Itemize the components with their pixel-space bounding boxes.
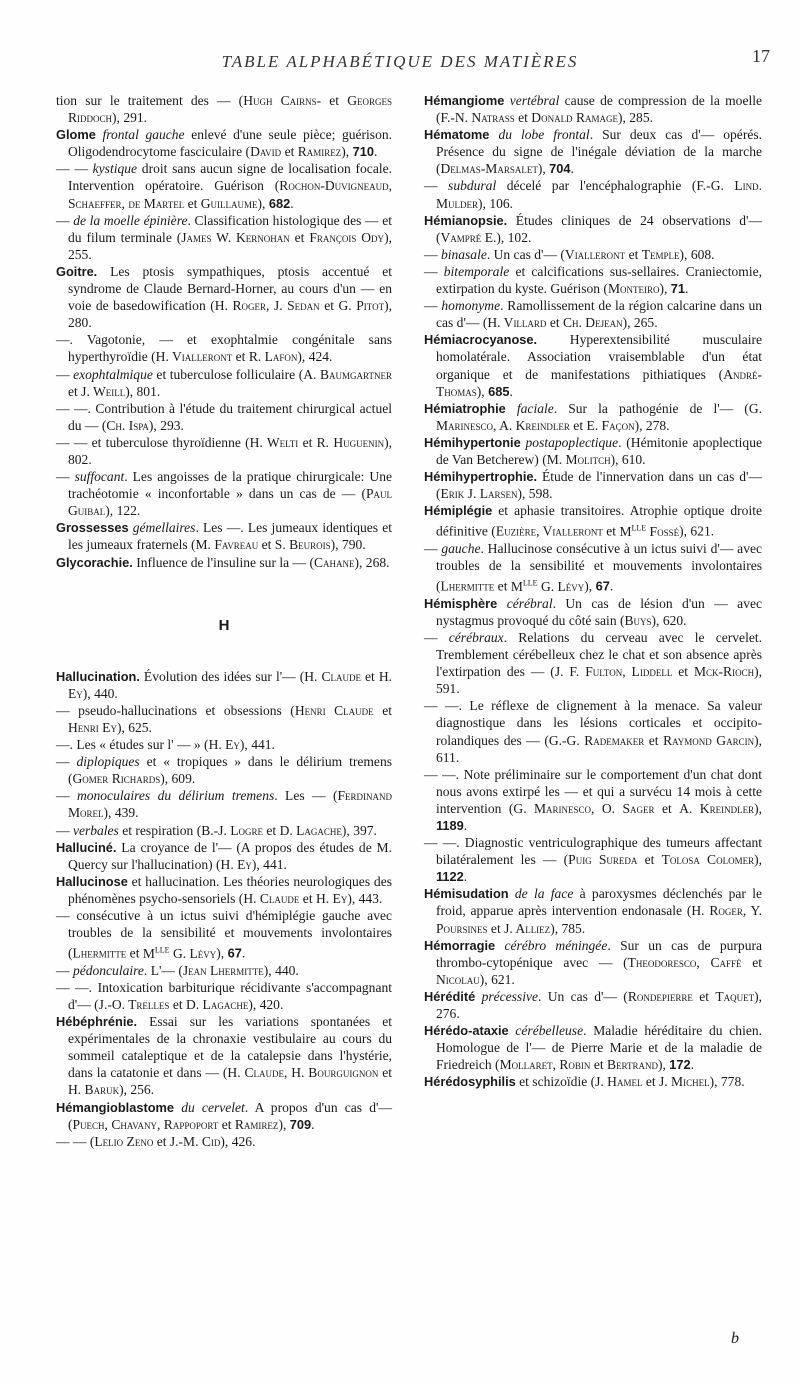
index-entry: — —. Note préliminaire sur le comportement d'un chat dont nous avons extirpé les — et qui a survécu 14 mois à cette intervention (G. Marinesco, O. Sager et A. Kreindler), 1189.	[424, 766, 762, 833]
index-entry: — —. Le réflexe de clignement à la menace. Sa valeur diagnostique dans les lésions corticales et occipito-rolandiques des — (G.-G. Rademaker et Raymond Garcin), 611.	[424, 698, 762, 765]
index-entry: — binasale. Un cas d'— (Vialleront et Temple), 608.	[424, 246, 715, 262]
index-entry: Hémorragie cérébro méningée. Sur un cas de purpura thrombo-cytopénique avec — (Theodoresco, Caffé et Nicolau), 621.	[424, 937, 762, 987]
index-entry: Glome frontal gauche enlevé d'une seule pièce; guérison. Oligodendrocytome fasciculaire (David et Ramirez), 710.	[56, 127, 392, 160]
index-entry: Hémihypertonie postapoplectique. (Hémitonie apoplectique de Van Betcherew) (M. Molitch), 610.	[424, 434, 762, 467]
index-entry: — homonyme. Ramollissement de la région calcarine dans un cas d'— (H. Villard et Ch. Dejean), 265.	[424, 298, 762, 331]
index-entry: — verbales et respiration (B.-J. Logre et D. Lagache), 397.	[56, 822, 377, 838]
index-entry: —. Vagotonie, — et exophtalmie congénitale sans hyperthyroïdie (H. Vialleront et R. Lafon), 424.	[56, 332, 392, 365]
page-number: 17	[752, 46, 770, 66]
index-entry: — exophtalmique et tuberculose folliculaire (A. Baumgartner et J. Weill), 801.	[56, 366, 392, 399]
signature-mark: b	[731, 1330, 739, 1347]
index-entry: Hallucinose et hallucination. Les théories neurologiques des phénomènes psycho-sensoriels (H. Claude et H. Ey), 443.	[56, 873, 392, 906]
index-entry: Hérédité précessive. Un cas d'— (Rondepierre et Taquet), 276.	[424, 988, 763, 1021]
index-entry: — pseudo-hallucinations et obsessions (Henri Claude et Henri Ey), 625.	[56, 702, 392, 735]
index-entry: Hémianopsie. Études cliniques de 24 observations d'— (Vampré E.), 102.	[424, 212, 762, 245]
index-entry: Hémihypertrophie. Étude de l'innervation dans un cas d'— (Erik J. Larsen), 598.	[424, 469, 762, 502]
index-entry: — —. Diagnostic ventriculographique des tumeurs affectant bilatéralement les — (Puig Sureda et Tolosa Colomer), 1122.	[424, 835, 763, 885]
index-entry: — subdural décelé par l'encéphalographie (F.-G. Lind. Mulder), 106.	[424, 178, 763, 211]
section-letter-heading: H	[218, 616, 230, 634]
index-entry: tion sur le traitement des — (Hugh Cairns- et Georges Riddoch), 291.	[56, 93, 392, 126]
index-entry: Hémisphère cérébral. Un cas de lésion d'un — avec nystagmus provoqué du côté sain (Buys), 620.	[424, 595, 762, 628]
index-entry: — — (Lelio Zeno et J.-M. Cid), 426.	[56, 1133, 256, 1149]
index-entry: Hémiacrocyanose. Hyperextensibilité musculaire homolatérale. Association vraisemblable d'un état organique et de manifestations pithiatiques (André-Thomas), 685.	[424, 332, 762, 399]
index-entry: — diplopiques et « tropiques » dans le délirium tremens (Gomer Richards), 609.	[56, 754, 392, 787]
index-entry: — pédonculaire. L'— (Jean Lhermitte), 440.	[56, 962, 299, 978]
index-entry: Hémiplégie et aphasie transitoires. Atrophie optique droite définitive (Euzière, Vialleront et $M^{lle}$ Fossé), 621.	[424, 503, 762, 539]
index-entry: — de la moelle épinière. Classification histologique des — et du filum terminale (James W. Kernohan et François Ody), 255.	[56, 212, 392, 262]
left-column	[56, 92, 392, 1150]
index-entry: Grossesses gémellaires. Les —. Les jumeaux identiques et les jumeaux fraternels (M. Favreau et S. Beurois), 790.	[56, 520, 392, 553]
index-entry: — gauche. Hallucinose consécutive à un ictus suivi d'— avec troubles de la sensibilité et mouvements involontaires (Lhermitte et $M^{lle}$ G. Lévy), 67.	[424, 540, 762, 594]
index-entry: — bitemporale et calcifications sus-sellaires. Craniectomie, extirpation du kyste. Guérison (Monteiro), 71.	[424, 263, 763, 297]
index-entry: — —. Contribution à l'étude du traitement chirurgical actuel du — (Ch. Ispa), 293.	[56, 400, 392, 433]
running-title: TABLE ALPHABÉTIQUE DES MATIÈRES	[221, 52, 579, 71]
index-entry: Hémisudation de la face à paroxysmes déclenchés par le froid, apparue après intervention endonasale (H. Roger, Y. Poursines et J. Alliez), 785.	[424, 886, 762, 936]
index-entry: Hémiatrophie faciale. Sur la pathogénie de l'— (G. Marinesco, A. Kreindler et E. Façon), 278.	[424, 400, 762, 433]
index-entry: Halluciné. La croyance de l'— (A propos des études de M. Quercy sur l'hallucination) (H. Ey), 441.	[56, 839, 392, 872]
index-entry: — —. Intoxication barbiturique récidivante s'accompagnant d'— (J.-O. Trelles et D. Lagache), 420.	[56, 979, 392, 1013]
index-entry: —. Les « études sur l' — » (H. Ey), 441.	[56, 737, 275, 753]
index-entry: Hérédo-ataxie cérébelleuse. Maladie héréditaire du chien. Homologue de l'— de Pierre Marie et de la maladie de Friedreich (Mollaret, Robin et Bertrand), 172.	[424, 1023, 763, 1073]
index-entry: Hérédosyphilis et schizoïdie (J. Hamel et J. Michel), 778.	[424, 1074, 745, 1090]
index-entry: — consécutive à un ictus suivi d'hémiplégie gauche avec troubles de la sensibilité et mouvements involontaires (Lhermitte et $M^{lle}$ G. Lévy), 67.	[56, 908, 392, 961]
index-entry: Goitre. Les ptosis sympathiques, ptosis accentué et syndrome de Claude Bernard-Horner, au cours d'un — en voie de basedowification (H. Roger, J. Sedan et G. Pitot), 280.	[56, 263, 392, 331]
index-entry: Hémangioblastome du cervelet. A propos d'un cas d'— (Puech, Chavany, Rappoport et Ramirez), 709.	[56, 1099, 392, 1132]
index-entry: — cérébraux. Relations du cerveau avec le cervelet. Tremblement cérébelleux chez le chat et son absence après l'extirpation des — (J. F. Fulton, Liddell et Mck-Rioch), 591.	[424, 629, 763, 697]
index-entry: — — kystique droit sans aucun signe de localisation focale. Intervention opératoire. Guérison (Rochon-Duvigneaud, Schaeffer, de Martel et Guillaume), 682.	[56, 161, 392, 211]
right-column	[424, 92, 762, 1090]
index-entry: — monoculaires du délirium tremens. Les — (Ferdinand Morel), 439.	[56, 788, 392, 821]
index-entry: Hémangiome vertébral cause de compression de la moelle (F.-N. Natrass et Donald Ramage), 285.	[424, 93, 763, 126]
index-entry: Glycorachie. Influence de l'insuline sur la — (Cahane), 268.	[56, 554, 390, 570]
index-entry: Hallucination. Évolution des idées sur l'— (H. Claude et H. Ey), 440.	[56, 668, 392, 701]
index-entry: — — et tuberculose thyroïdienne (H. Welti et R. Huguenin), 802.	[56, 434, 392, 467]
index-entry: Hébéphrénie. Essai sur les variations spontanées et expérimentales de la chronaxie vestibulaire au cours du sommeil cataleptique et de la catalepsie dans l'hystérie, dans la catatonie et dans — (H. Claude, H. Bourguignon et H. Baruk), 256.	[56, 1014, 392, 1098]
index-entry: Hématome du lobe frontal. Sur deux cas d'— opérés. Présence du signe de l'inégale déviation de la marche (Delmas-Marsalet), 704.	[424, 127, 762, 177]
index-entry: — suffocant. Les angoisses de la pratique chirurgicale: Une trachéotomie « inconfortable » dans un cas de — (Paul Guibal), 122.	[56, 469, 392, 519]
